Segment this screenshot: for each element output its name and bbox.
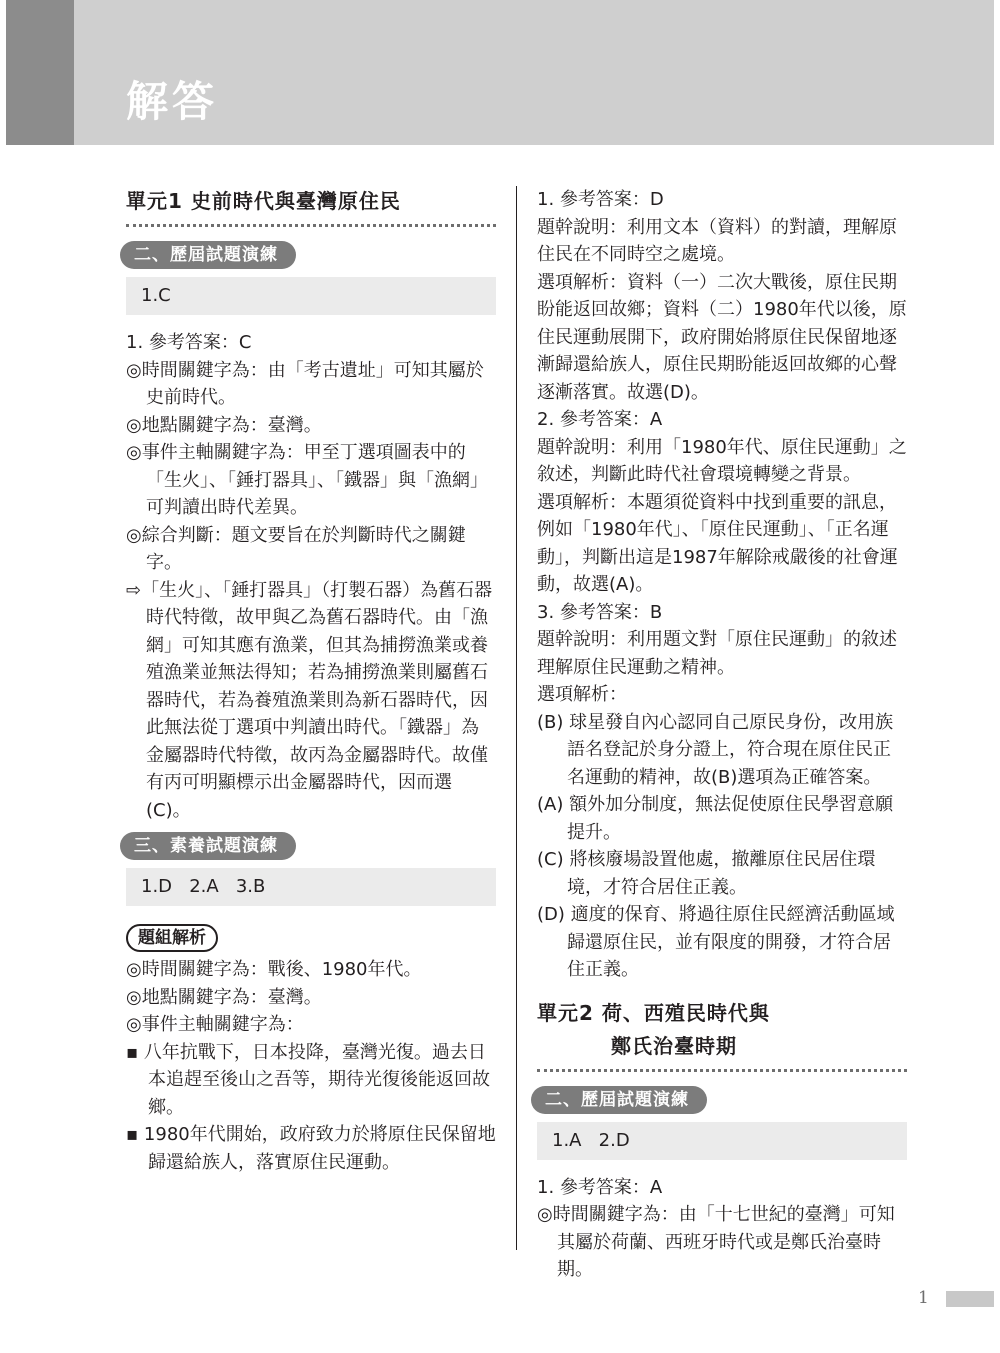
option-item: (D) 適度的保育、將過往原住民經濟活動區域歸還原住民，並有限度的開發，才符合居住正義。: [537, 904, 895, 980]
left-column: [126, 186, 496, 1176]
right-column: [537, 186, 907, 1284]
keyword-line: ◎時間關鍵字為：由「十七世紀的臺灣」可知其屬於荷蘭、西班牙時代或是鄭氏治臺時期。: [537, 1204, 895, 1280]
section-label: 二、歷屆試題演練: [531, 1086, 707, 1114]
option-item: (B) 球星發自內心認同自己原民身份，改用族語名登記於身分證上，符合現在原住民正名運動的精神，故(B)選項為正確答案。: [537, 711, 894, 788]
explanation-paragraph: 選項解析：: [537, 684, 627, 705]
keyword-line: ◎地點關鍵字為：臺灣。: [126, 986, 322, 1008]
option-item: (C) 將核廢場設置他處，撤離原住民居住環境，才符合居住正義。: [537, 849, 876, 898]
unit-title: [537, 998, 907, 1061]
column-divider: [516, 186, 517, 1250]
explanation-paragraph: 題幹說明：利用文本（資料）的對讀，理解原住民在不同時空之處境。: [537, 216, 897, 265]
answer-line: 3. 參考答案：B: [537, 601, 663, 623]
unit-title-line: 鄭氏治臺時期: [611, 1033, 737, 1058]
keyword-line: ◎時間關鍵字為：戰後、1980年代。: [126, 959, 422, 980]
section-label: 二、歷屆試題演練: [120, 241, 296, 269]
keyword-line: ◎時間關鍵字為：由「考古遺址」可知其屬於史前時代。: [126, 359, 484, 408]
bullet-item: ▪ 1980年代開始，政府致力於將原住民保留地歸還給族人，落實原住民運動。: [126, 1124, 496, 1173]
explanation-paragraph: 題幹說明：利用題文對「原住民運動」的敘述理解原住民運動之精神。: [537, 629, 897, 678]
keyword-line: ◎綜合判斷：題文要旨在於判斷時代之關鍵字。: [126, 524, 466, 573]
answer-line: 1. 參考答案：D: [537, 189, 664, 210]
keyword-line: ◎事件主軸關鍵字為：: [126, 1014, 304, 1035]
answer-box: 1.D 2.A 3.B: [126, 868, 496, 906]
option-item: (A) 額外加分制度，無法促使原住民學習意願提升。: [537, 794, 894, 843]
keyword-line: ◎地點關鍵字為：臺灣。: [126, 414, 322, 436]
answer-line: 2. 參考答案：A: [537, 409, 663, 430]
page-title: 解答: [126, 77, 219, 126]
keyword-line: ◎事件主軸關鍵字為：甲至丁選項圖表中的「生火」、「錘打器具」、「鐵器」與「漁網」可判讀出時代差異。: [126, 442, 488, 518]
explanation-paragraph: 題幹說明：利用「1980年代、原住民運動」之敘述，判斷此時代社會環境轉變之背景。: [537, 436, 907, 485]
dotted-divider: [126, 224, 496, 227]
conclusion-paragraph: ⇨「生火」、「錘打器具」（打製石器）為舊石器時代特徵，故甲與乙為舊石器時代。由「漁網」可知其應有漁業，但其為捕撈漁業或養殖漁業並無法得知；若為捕撈漁業則屬舊石器時代，若為養殖漁業則為新石器時代，因此無法從丁選項中判讀出時代。「鐵器」為金屬器時代特徵，故丙為金屬器時代。故僅有丙可明顯標示出金屬器時代，因而選(C)。: [126, 579, 493, 821]
unit-title-line: 單元2 荷、西殖民時代與: [537, 1000, 770, 1025]
explanation-paragraph: 選項解析：資料（一）二次大戰後，原住民期盼能返回故鄉；資料（二）1980年代以後，原住民運動展開下，政府開始將原住民保留地逐漸歸還給族人，原住民期盼能返回故鄉的心聲逐漸落實。故選(D)。: [537, 271, 907, 403]
page-tab: [946, 1291, 994, 1307]
bullet-item: ▪ 八年抗戰下，日本投降，臺灣光復。過去日本追趕至後山之吾等，期待光復後能返回故鄉。: [126, 1041, 490, 1118]
group-analysis-label: 題組解析: [126, 924, 218, 952]
answer-box: 1.C: [126, 277, 496, 315]
page-number: 1: [918, 1288, 929, 1308]
answer-line: 1. 參考答案：A: [537, 1176, 663, 1198]
header-accent-block: [6, 0, 74, 145]
answer-line: 1. 參考答案：C: [126, 332, 252, 353]
explanation-paragraph: 選項解析：本題須從資料中找到重要的訊息，例如「1980年代」、「原住民運動」、「正名運動」，判斷出這是1987年解除戒嚴後的社會運動，故選(A)。: [537, 491, 898, 595]
dotted-divider: [537, 1069, 907, 1072]
unit-title: 單元1 史前時代與臺灣原住民: [126, 189, 401, 213]
section-label: 三、素養試題演練: [120, 832, 296, 860]
answer-box: 1.A 2.D: [537, 1122, 907, 1160]
